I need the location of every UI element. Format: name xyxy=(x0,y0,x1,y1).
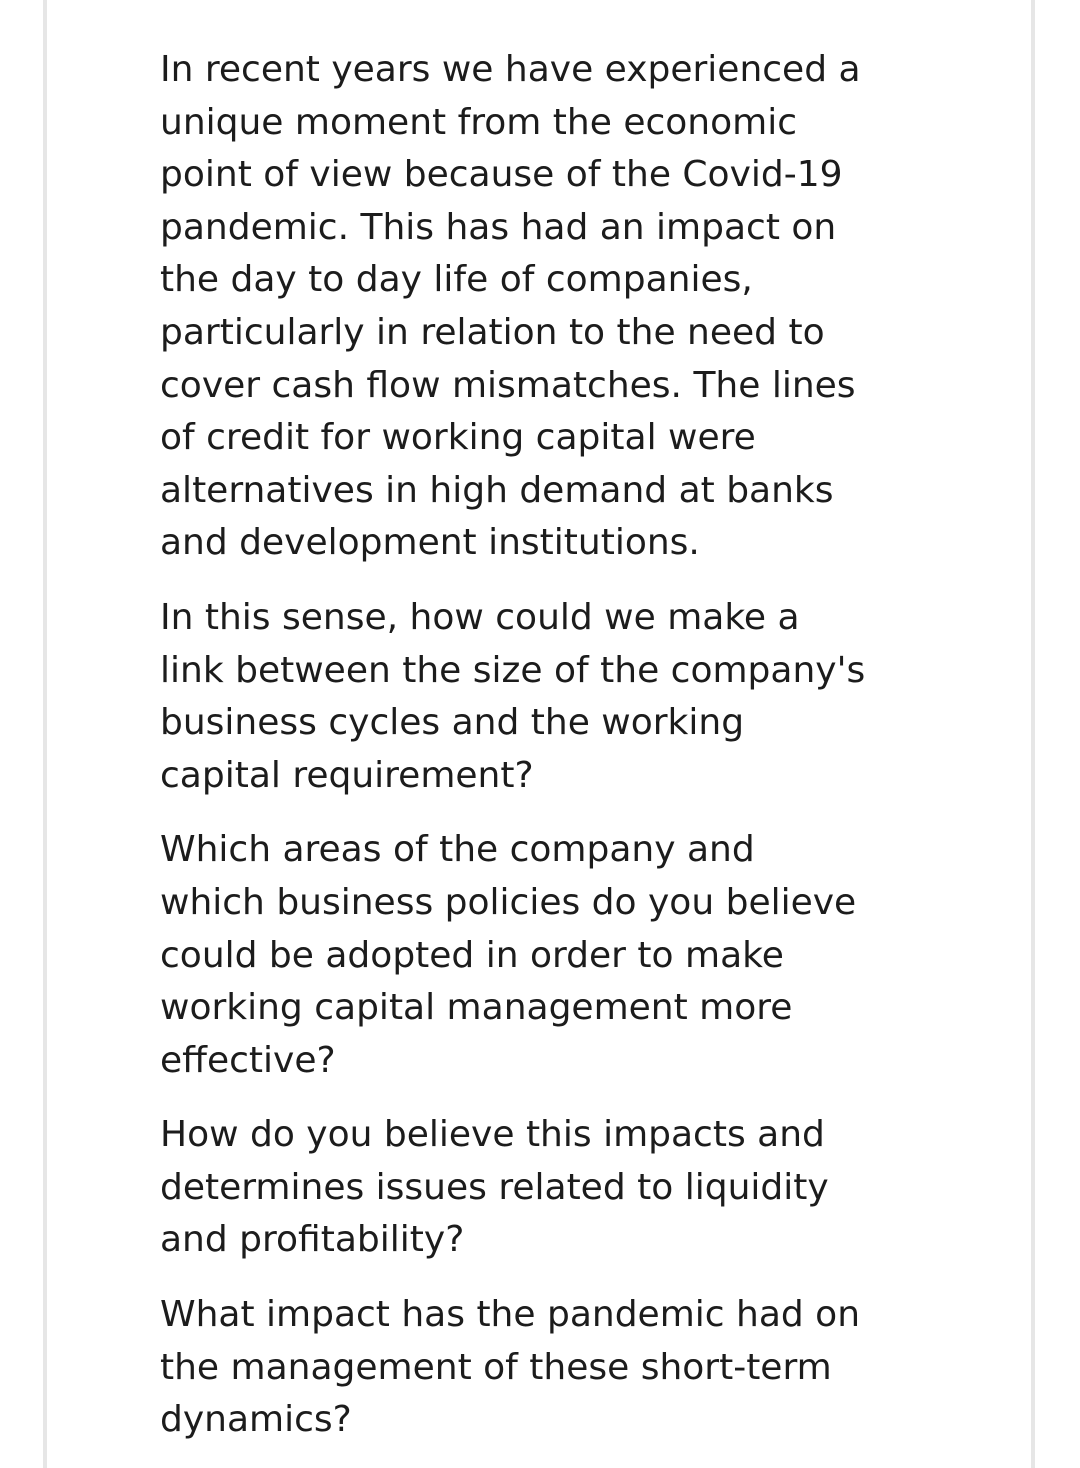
question-paragraph-2: Which areas of the company and which business policies do you believe could be adopted in order to make working capital management more effective? xyxy=(160,829,857,1081)
right-margin-rule xyxy=(1031,0,1035,1468)
question-paragraph-1: In this sense, how could we make a link between the size of the company's business cycles and the working capital requirement? xyxy=(160,596,866,796)
left-margin-rule xyxy=(43,0,47,1468)
question-paragraph-3: How do you believe this impacts and determines issues related to liquidity and profitability? xyxy=(160,1114,829,1261)
question-text xyxy=(160,44,960,1468)
intro-paragraph: In recent years we have experienced a unique moment from the economic point of view because of the Covid-19 pandemic. This has had an impact on the day to day life of companies, particularly in relation to the need to cover cash flow mismatches. The lines of credit for working capital were alternatives in high demand at banks and development institutions. xyxy=(160,49,861,564)
question-paragraph-4: What impact has the pandemic had on the management of these short-term dynamics? xyxy=(160,1294,861,1441)
